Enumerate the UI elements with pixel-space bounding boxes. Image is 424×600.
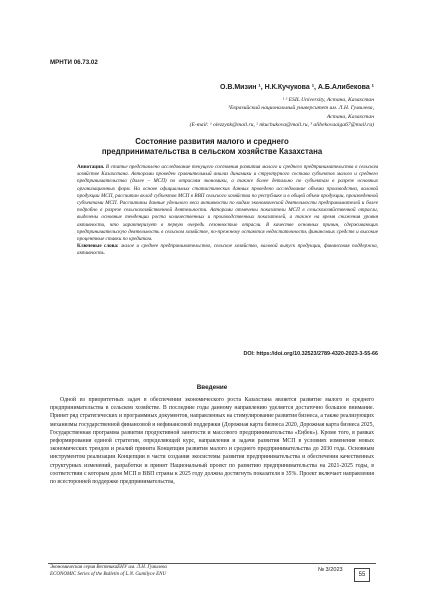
journal-info bbox=[50, 565, 167, 578]
affiliation-line: ³Евразийский национальный университет им. Л.Н. Гумилева, bbox=[228, 105, 374, 112]
author-emails: (E-mail: ¹ olezzynk@mail.ru, ² nkuchukova@mail.ru, ³ alibekovaaiga67@mail.ru) bbox=[189, 121, 374, 128]
affiliations bbox=[74, 96, 374, 129]
title-line: Состояние развития малого и среднего bbox=[135, 137, 289, 146]
keywords-text: малое и среднее предпринимательство, сельское хозяйство, валовой выпуск продукции, финансовая поддержка, активность. bbox=[77, 243, 378, 257]
journal-name-en: ECONOMIC Series of the Bulletin of L.N. Gumilyov ENU bbox=[50, 571, 167, 577]
abstract bbox=[77, 164, 378, 258]
issue-number: № 3/2023 bbox=[318, 567, 343, 573]
abstract-label: Аннотация. bbox=[77, 164, 105, 170]
affiliation-line: Астана, Казахстан bbox=[326, 113, 374, 120]
keywords-label: Ключевые слова: bbox=[77, 243, 119, 250]
intro-body bbox=[50, 396, 374, 486]
title-line: предпринимательства в сельском хозяйстве Казахстана bbox=[101, 147, 323, 156]
authors: О.В.Мизин ¹, Н.К.Кучукова ¹, А.Б.Алибекова ¹ bbox=[219, 84, 374, 91]
mrnti-code: МРНТИ 06.73.02 bbox=[50, 59, 98, 66]
journal-name-ru: Экономическая серия ВестникаЕНУ им. Л.Н. Гумилева bbox=[50, 565, 167, 570]
paper-title bbox=[0, 137, 424, 157]
footer-divider bbox=[48, 563, 376, 564]
abstract-text: В статье представлено исследование текущего состояния развития малого и среднего предпринимательства в сельском хозяйстве Казахстана. Авторами проведен сравнительный анализ динамики и структурного состава субъектов малого и среднего предпринимательства (далее – МСП) по отраслям экономики, а также более детально по субъектам в разрезе основных организационных форм. На основе официальных статистических данных проведено исследование объема производства, валовой продукции МСП, рассчитан вклад субъектов МСП в ВВП сельского хозяйства по республике и в общей объем продукции, произведенной субъектами МСП. Рассчитаны данные удельного веса активности по видам экономической деятельности предпринимателей и более подробно в разрезе сельскохозяйственной деятельности. Авторами отмечены показатели МСП в сельскохозяйственной отрасли, выделены основные тенденции роста количественных и производственных показателей, а также на время снижения уровня активности, что характеризует в первую очередь сезонностью отрасли. В качестве основных причин, сдерживающих предпринимательскую деятельность в сельском хозяйстве, по-прежнему остаются недостаточность финансовых средств и высокие процентные ставки по кредитам. bbox=[77, 164, 378, 243]
doi-link[interactable]: DOI: https://doi.org/10.32523/2789-4320-2023-3-55-66 bbox=[243, 351, 378, 357]
intro-paragraph: Одной из приоритетных задач в обеспечении экономического роста Казахстана является развитие малого и среднего предпринимательства в сельском хозяйстве. В последние годы данному направлению уделяется достаточно большое внимание. Принят ряд стратегических и программных документов, направленных на стимулирование развития бизнеса, а также реализующих механизмы государственной финансовой и нефинансовой поддержки (Дорожная карта бизнеса 2020, Дорожная карта бизнеса 2025, Государственная программа развития продуктивной занятости и массового предпринимательства «Еңбек»). Кроме того, в рамках реформирования единой стратегии, определяющей курс, направления и задачи развития МСП в условиях изменения новых экономических трендов и реалий принята Концепция развития малого и среднего предпринимательства до 2030 года. Основным инструментом реализации Концепции в части создания экосистемы развития предпринимательства и обеспечения качественных структурных изменений, разработки и принят Национальный проект по развитию предпринимательства на 2021-2025 годы, в соответствии с которым доля МСП в ВВП страны к 2025 году должна достигнуть показателя в 35%. Проект включает направления по всесторонней поддержке предпринимательства, bbox=[50, 397, 374, 486]
section-title: Введение bbox=[196, 384, 228, 391]
page-number: 55 bbox=[354, 568, 370, 582]
affiliation-line: ¹ ² ESIL University, Астана, Казахстан bbox=[282, 97, 374, 103]
